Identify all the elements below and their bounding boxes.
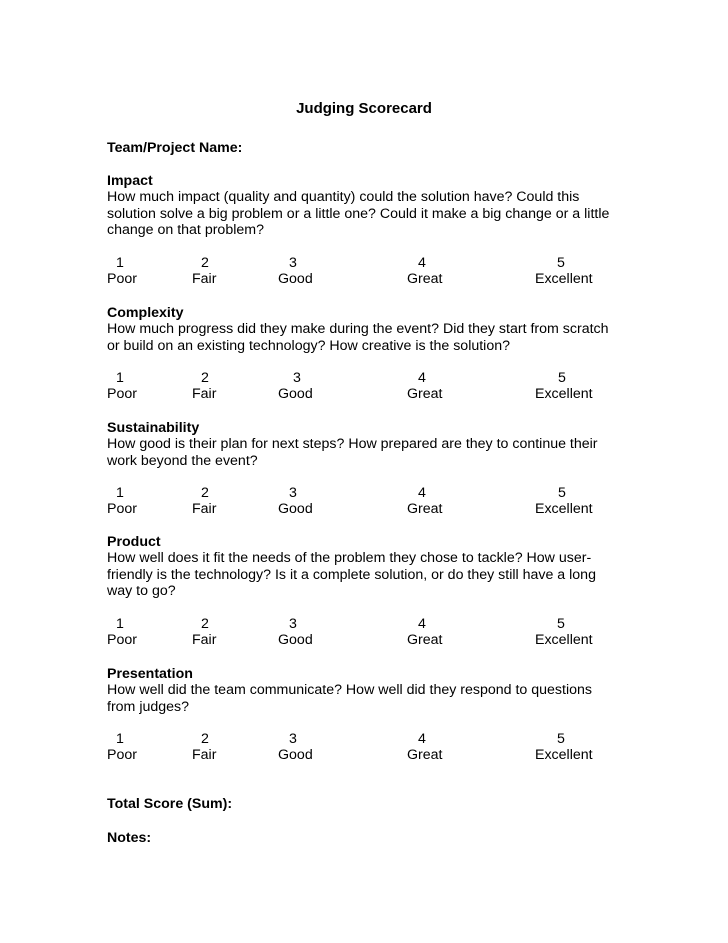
description-line: How good is their plan for next steps? How prepared are they to continue their bbox=[107, 436, 598, 452]
rating-number-5[interactable]: 5 bbox=[558, 370, 566, 386]
section-heading-presentation: Presentation bbox=[107, 666, 193, 682]
rating-label-good: Good bbox=[278, 632, 313, 648]
description-line: How much progress did they make during the event? Did they start from scratch bbox=[107, 321, 609, 337]
rating-scale-sustainability bbox=[0, 485, 728, 519]
rating-number-2[interactable]: 2 bbox=[201, 370, 209, 386]
rating-scale-complexity bbox=[0, 370, 728, 404]
rating-label-poor: Poor bbox=[107, 501, 137, 517]
rating-number-5[interactable]: 5 bbox=[557, 616, 565, 632]
description-line: work beyond the event? bbox=[107, 452, 258, 469]
section-heading-complexity: Complexity bbox=[107, 305, 184, 321]
rating-number-1[interactable]: 1 bbox=[116, 370, 124, 386]
section-description-presentation bbox=[107, 682, 627, 715]
section-description-impact bbox=[107, 189, 627, 239]
rating-number-4[interactable]: 4 bbox=[418, 370, 426, 386]
rating-number-5[interactable]: 5 bbox=[558, 485, 566, 501]
rating-label-great: Great bbox=[407, 747, 443, 763]
rating-number-3[interactable]: 3 bbox=[289, 255, 297, 271]
description-line: from judges? bbox=[107, 698, 190, 715]
description-line: friendly is the technology? Is it a complete solution, or do they still have a long bbox=[107, 566, 596, 583]
rating-number-2[interactable]: 2 bbox=[201, 485, 209, 501]
notes-label: Notes: bbox=[107, 830, 152, 846]
description-line: solution solve a big problem or a little one? Could it make a big change or a little bbox=[107, 205, 610, 222]
section-description-sustainability bbox=[107, 436, 627, 469]
description-line: How much impact (quality and quantity) could the solution have? Could this bbox=[107, 189, 580, 205]
rating-number-2[interactable]: 2 bbox=[201, 731, 209, 747]
page-title bbox=[0, 101, 728, 118]
rating-number-2[interactable]: 2 bbox=[201, 616, 209, 632]
rating-label-fair: Fair bbox=[192, 271, 217, 287]
rating-number-1[interactable]: 1 bbox=[116, 255, 124, 271]
rating-number-3[interactable]: 3 bbox=[289, 731, 297, 747]
rating-number-5[interactable]: 5 bbox=[557, 255, 565, 271]
rating-label-poor: Poor bbox=[107, 271, 137, 287]
rating-label-fair: Fair bbox=[192, 747, 217, 763]
rating-label-great: Great bbox=[407, 632, 443, 648]
rating-scale-presentation bbox=[0, 731, 728, 765]
description-line: How well does it fit the needs of the problem they chose to tackle? How user- bbox=[107, 550, 592, 566]
rating-label-excellent: Excellent bbox=[535, 632, 593, 648]
rating-label-good: Good bbox=[278, 271, 313, 287]
section-heading-impact: Impact bbox=[107, 173, 153, 189]
rating-scale-impact bbox=[0, 255, 728, 289]
rating-label-excellent: Excellent bbox=[535, 271, 593, 287]
rating-number-4[interactable]: 4 bbox=[418, 485, 426, 501]
description-line: change on that problem? bbox=[107, 222, 264, 238]
rating-label-fair: Fair bbox=[192, 632, 217, 648]
rating-label-great: Great bbox=[407, 501, 443, 517]
team-project-name-label: Team/Project Name: bbox=[107, 140, 243, 156]
rating-label-good: Good bbox=[278, 501, 313, 517]
rating-number-4[interactable]: 4 bbox=[418, 255, 426, 271]
rating-number-2[interactable]: 2 bbox=[201, 255, 209, 271]
description-line: or build on an existing technology? How creative is the solution? bbox=[107, 337, 511, 354]
page-title-text: Judging Scorecard bbox=[296, 100, 432, 117]
rating-number-3[interactable]: 3 bbox=[289, 616, 297, 632]
rating-label-poor: Poor bbox=[107, 386, 137, 402]
rating-label-good: Good bbox=[278, 386, 313, 402]
description-line: How well did the team communicate? How well did they respond to questions bbox=[107, 682, 592, 698]
rating-label-fair: Fair bbox=[192, 501, 217, 517]
total-score-label: Total Score (Sum): bbox=[107, 796, 233, 812]
rating-number-3[interactable]: 3 bbox=[289, 485, 297, 501]
rating-scale-product bbox=[0, 616, 728, 650]
rating-number-1[interactable]: 1 bbox=[116, 616, 124, 632]
rating-number-4[interactable]: 4 bbox=[418, 616, 426, 632]
rating-label-good: Good bbox=[278, 747, 313, 763]
rating-number-3[interactable]: 3 bbox=[293, 370, 301, 386]
section-heading-sustainability: Sustainability bbox=[107, 420, 200, 436]
rating-label-fair: Fair bbox=[192, 386, 217, 402]
rating-label-great: Great bbox=[407, 386, 443, 402]
rating-label-excellent: Excellent bbox=[535, 386, 593, 402]
rating-label-poor: Poor bbox=[107, 747, 137, 763]
rating-label-excellent: Excellent bbox=[535, 501, 593, 517]
rating-number-5[interactable]: 5 bbox=[557, 731, 565, 747]
rating-number-1[interactable]: 1 bbox=[116, 731, 124, 747]
rating-label-excellent: Excellent bbox=[535, 747, 593, 763]
rating-label-poor: Poor bbox=[107, 632, 137, 648]
section-heading-product: Product bbox=[107, 534, 161, 550]
rating-number-1[interactable]: 1 bbox=[116, 485, 124, 501]
description-line: way to go? bbox=[107, 583, 176, 599]
rating-number-4[interactable]: 4 bbox=[418, 731, 426, 747]
rating-label-great: Great bbox=[407, 271, 443, 287]
section-description-product bbox=[107, 550, 627, 600]
section-description-complexity bbox=[107, 321, 627, 354]
